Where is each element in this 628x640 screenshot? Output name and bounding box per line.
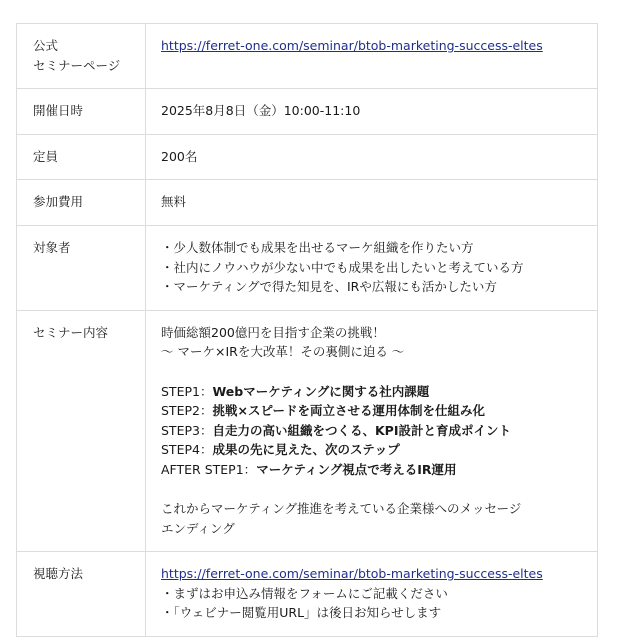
value-audience — [146, 225, 598, 310]
audience-item: ・社内にノウハウが少ない中でも成果を出したいと考えている方 — [161, 259, 524, 275]
viewing-link[interactable]: https://ferret-one.com/seminar/btob-marketing-success-eltes — [161, 566, 543, 582]
row-audience — [17, 225, 598, 310]
label-official-page — [17, 24, 146, 89]
step-text: Webマーケティングに関する社内課題 — [212, 383, 430, 399]
value-fee: 無料 — [146, 180, 598, 226]
value-official-page — [146, 24, 598, 89]
row-capacity — [17, 134, 598, 180]
audience-item: ・少人数体制でも成果を出せるマーケ組織を作りたい方 — [161, 239, 474, 255]
seminar-info-container — [16, 23, 598, 637]
label-fee: 参加費用 — [17, 180, 146, 226]
step-item — [161, 421, 583, 441]
viewing-item: ・まずはお申込み情報をフォームにご記載ください — [161, 585, 448, 601]
row-fee — [17, 180, 598, 226]
row-viewing — [17, 552, 598, 637]
step-prefix: STEP4： — [161, 442, 213, 458]
viewing-item: ・「ウェビナー閲覧用URL」は後日お知らせします — [161, 605, 442, 621]
label-official-line2: セミナーページ — [33, 57, 121, 73]
content-closing-ending: エンディング — [161, 520, 235, 536]
label-date: 開催日時 — [17, 89, 146, 135]
step-item — [161, 382, 583, 402]
step-text: 挑戦×スピードを両立させる運用体制を仕組み化 — [212, 403, 485, 419]
step-prefix: AFTER STEP1： — [161, 461, 257, 477]
official-page-link[interactable]: https://ferret-one.com/seminar/btob-marketing-success-eltes — [161, 38, 543, 53]
step-text: 成果の先に見えた、次のステップ — [212, 442, 400, 458]
label-content: セミナー内容 — [17, 310, 146, 552]
step-prefix: STEP3： — [161, 422, 213, 438]
seminar-info-table — [16, 23, 598, 637]
content-closing-message: これからマーケティング推進を考えている企業様へのメッセージ — [161, 501, 522, 517]
content-subheadline: ～ マーケ×IRを大改革！その裏側に迫る ～ — [161, 344, 405, 360]
value-content — [146, 310, 598, 552]
row-date — [17, 89, 598, 135]
value-capacity: 200名 — [146, 134, 598, 180]
label-official-line1: 公式 — [33, 38, 59, 53]
step-text: マーケティング視点で考えるIR運用 — [256, 461, 457, 477]
step-prefix: STEP1： — [161, 383, 213, 399]
spacer — [161, 480, 583, 500]
label-audience: 対象者 — [17, 225, 146, 310]
label-capacity: 定員 — [17, 134, 146, 180]
row-content — [17, 310, 598, 552]
label-viewing: 視聴方法 — [17, 552, 146, 637]
content-headline: 時価総額200億円を目指す企業の挑戦！ — [161, 324, 385, 340]
value-date: 2025年8月8日（金）10:00-11:10 — [146, 89, 598, 135]
step-prefix: STEP2： — [161, 403, 213, 419]
step-item — [161, 401, 583, 421]
row-official-page — [17, 24, 598, 89]
value-viewing — [146, 552, 598, 637]
step-item — [161, 440, 583, 460]
audience-item: ・マーケティングで得た知見を、IRや広報にも活かしたい方 — [161, 279, 497, 295]
spacer — [161, 362, 583, 382]
step-item — [161, 460, 583, 480]
step-text: 自走力の高い組織をつくる、KPI設計と育成ポイント — [212, 422, 511, 438]
